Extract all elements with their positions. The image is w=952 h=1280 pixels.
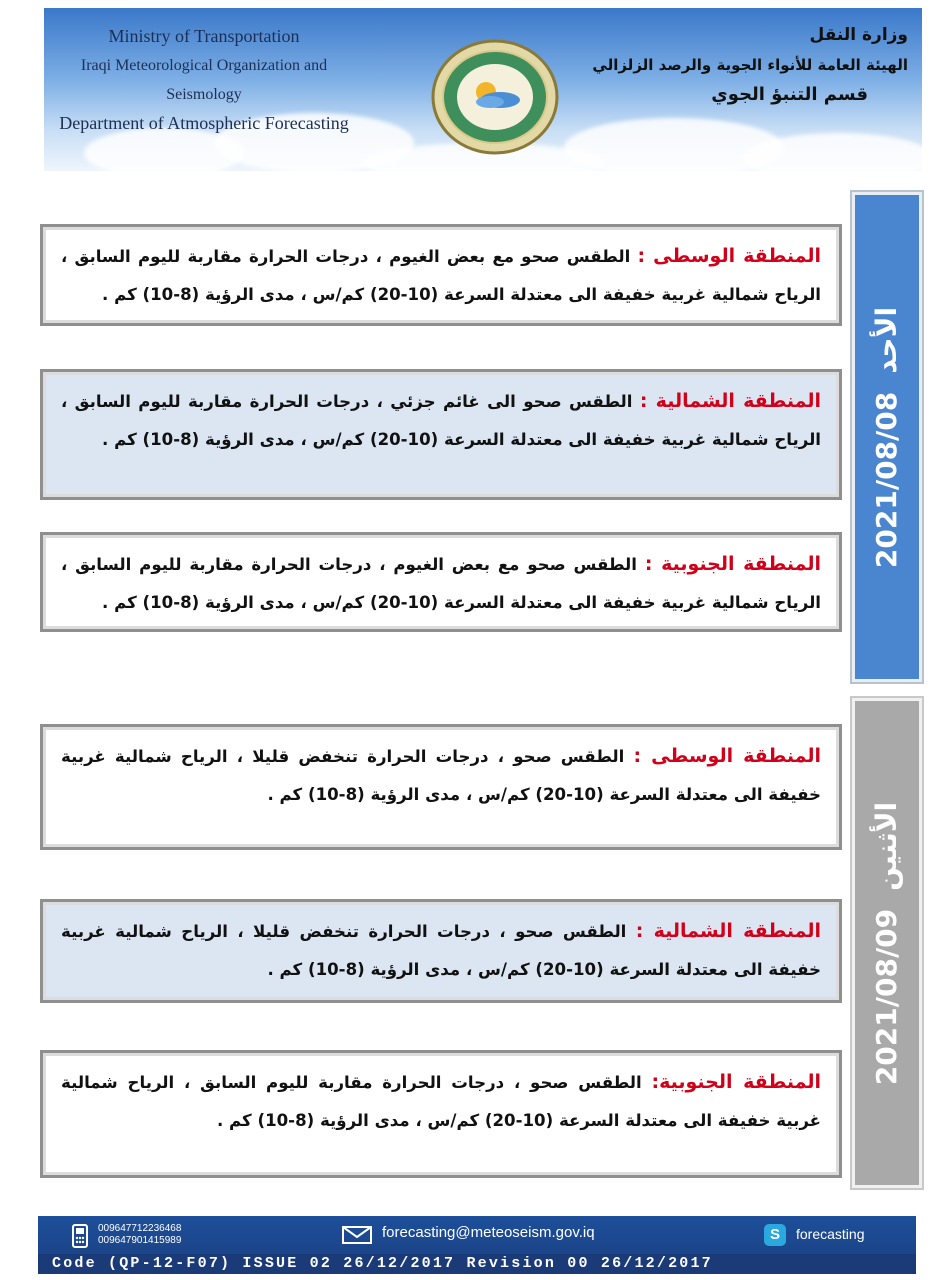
english-letterhead xyxy=(54,22,354,138)
envelope-icon xyxy=(342,1226,372,1244)
day1-northern-forecast xyxy=(40,369,842,500)
day2-weekday: الأثنين xyxy=(870,801,904,891)
region-label: المنطقة الشمالية : xyxy=(639,390,821,412)
contact-footer xyxy=(38,1216,916,1274)
day2-central-forecast xyxy=(40,724,842,850)
day1-weekday: الأحد xyxy=(870,306,904,374)
day2-southern-forecast xyxy=(40,1050,842,1178)
organization-name-ar: الهيئة العامة للأنواء الجوية والرصد الزلزالي xyxy=(592,56,908,74)
forecast-text: الطقس صحو مع بعض الغيوم ، درجات الحرارة مقاربة لليوم السابق ، الرياح شمالية غربية خفيفة الى معتدلة السرعة (10-20) كم/س ، مدى الرؤية (8-10) كم . xyxy=(61,247,821,304)
day1-date-bar xyxy=(852,192,922,682)
contact-email[interactable]: forecasting@meteoseism.gov.iq xyxy=(382,1224,595,1241)
forecast-text: الطقس صحو ، درجات الحرارة تنخفض قليلا ، الرياح شمالية غربية خفيفة الى معتدلة السرعة (10-20) كم/س ، مدى الرؤية (8-10) كم . xyxy=(61,747,821,804)
region-label: المنطقة الشمالية : xyxy=(635,920,821,942)
phone-number-2: 009647901415989 xyxy=(98,1235,182,1246)
phone-numbers xyxy=(98,1223,181,1247)
department-name-en: Department of Atmospheric Forecasting xyxy=(59,113,349,133)
phone-number-1: 009647712236468 xyxy=(98,1223,182,1234)
region-label: المنطقة الجنوبية: xyxy=(651,1071,821,1093)
day1-southern-forecast xyxy=(40,532,842,632)
phone-icon xyxy=(72,1224,88,1248)
ministry-name-ar: وزارة النقل xyxy=(809,25,908,45)
organization-name-en: Iraqi Meteorological Organization and Seismology xyxy=(80,57,328,103)
day2-date-bar xyxy=(852,698,922,1188)
arabic-letterhead xyxy=(578,20,908,110)
document-code-line: Code (QP-12-F07) ISSUE 02 26/12/2017 Revision 00 26/12/2017 xyxy=(38,1254,916,1274)
day2-date: 2021/08/09 xyxy=(870,908,904,1085)
day2-northern-forecast xyxy=(40,899,842,1003)
forecast-text: الطقس صحو ، درجات الحرارة مقاربة لليوم السابق ، الرياح شمالية غربية خفيفة الى معتدلة السرعة (10-20) كم/س ، مدى الرؤية (8-10) كم . xyxy=(61,1073,821,1130)
skype-handle[interactable]: forecasting xyxy=(796,1226,865,1242)
day1-date: 2021/08/08 xyxy=(870,391,904,568)
skype-icon: S xyxy=(764,1224,786,1246)
region-label: المنطقة الوسطى : xyxy=(637,245,821,267)
forecast-text: الطقس صحو ، درجات الحرارة تنخفض قليلا ، الرياح شمالية غربية خفيفة الى معتدلة السرعة (10-20) كم/س ، مدى الرؤية (8-10) كم . xyxy=(61,922,821,979)
day1-central-forecast xyxy=(40,224,842,326)
ministry-name-en: Ministry of Transportation xyxy=(108,26,300,46)
organization-seal-logo xyxy=(430,38,560,156)
region-label: المنطقة الوسطى : xyxy=(633,745,821,767)
region-label: المنطقة الجنوبية : xyxy=(644,553,821,575)
letterhead-banner xyxy=(44,8,922,171)
department-name-ar: قسم التنبؤ الجوي xyxy=(711,84,868,105)
forecast-text: الطقس صحو مع بعض الغيوم ، درجات الحرارة مقاربة لليوم السابق ، الرياح شمالية غربية خفيفة الى معتدلة السرعة (10-20) كم/س ، مدى الرؤية (8-10) كم . xyxy=(61,555,821,612)
forecast-text: الطقس صحو الى غائم جزئي ، درجات الحرارة مقاربة لليوم السابق ، الرياح شمالية غربية خفيفة الى معتدلة السرعة (10-20) كم/س ، مدى الرؤية (8-10) كم . xyxy=(61,392,821,449)
